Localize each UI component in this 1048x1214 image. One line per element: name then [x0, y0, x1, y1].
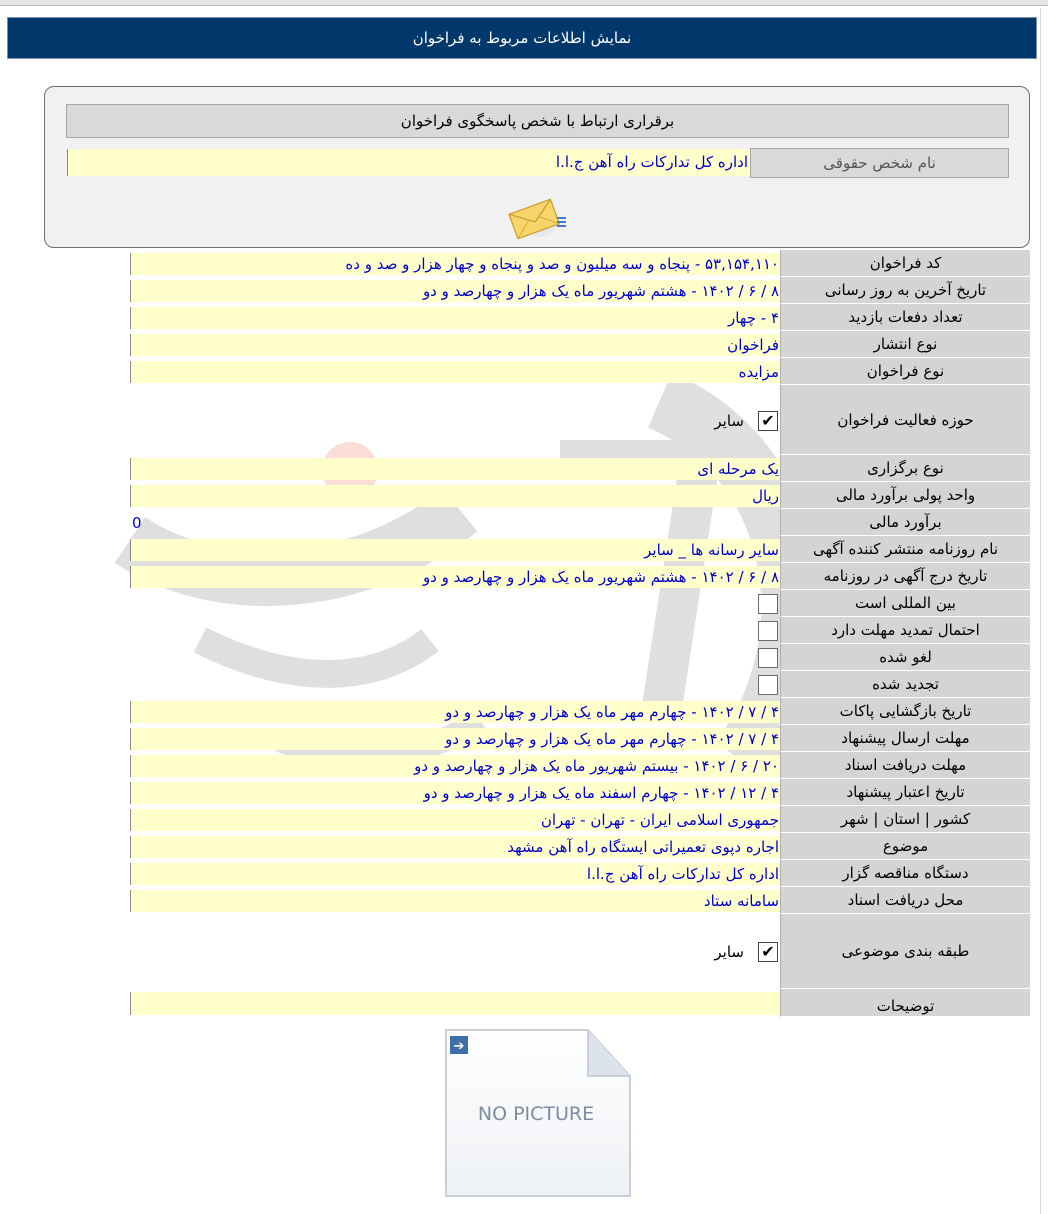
estimate-label: برآورد مالی: [780, 509, 1030, 536]
window-top-edge: [0, 0, 1048, 6]
description-label: توضیحات: [780, 989, 1030, 1017]
submit-deadline-label: مهلت ارسال پیشنهاد: [780, 725, 1030, 752]
row-cancelled: [130, 644, 1030, 671]
row-code: [130, 250, 1030, 277]
last-update-label: تاریخ آخرین به روز رسانی: [780, 277, 1030, 304]
renewed-checkbox[interactable]: [758, 675, 778, 695]
row-newspaper: [130, 536, 1030, 563]
international-label: بین المللی است: [780, 590, 1030, 617]
row-call-type: [130, 358, 1030, 385]
row-description: [130, 989, 1030, 1017]
opening-date-label: تاریخ بازگشایی پاکات: [780, 698, 1030, 725]
row-doc-place: [130, 887, 1030, 914]
newspaper-value: سایر رسانه ها _ سایر: [130, 539, 780, 561]
row-validity-date: [130, 779, 1030, 806]
row-holding-type: [130, 455, 1030, 482]
validity-date-value: ۴ / ۱۲ / ۱۴۰۲ - چهارم اسفند ماه یک هزار و چهارصد و دو: [130, 782, 780, 804]
doc-deadline-label: مهلت دریافت اسناد: [780, 752, 1030, 779]
location-value: جمهوری اسلامی ایران - تهران - تهران: [130, 809, 780, 831]
code-value: ۵۳,۱۵۴,۱۱۰ - پنجاه و سه میلیون و صد و پنجاه و چهار هزار و صد و ده: [130, 253, 780, 275]
doc-place-value: سامانه ستاد: [130, 890, 780, 912]
contact-person-label: [750, 148, 1009, 178]
row-international: [130, 590, 1030, 617]
row-last-update: [130, 277, 1030, 304]
newspaper-label: نام روزنامه منتشر کننده آگهی: [780, 536, 1030, 563]
international-checkbox[interactable]: [758, 594, 778, 614]
row-estimate: [130, 509, 1030, 536]
description-value: [130, 992, 780, 1015]
row-location: [130, 806, 1030, 833]
holding-type-value: یک مرحله ای: [130, 458, 780, 480]
no-picture-text: NO PICTURE: [477, 1103, 595, 1125]
currency-value: ریال: [130, 485, 780, 507]
contact-heading-text: برقراری ارتباط با شخص پاسخگوی فراخوان: [400, 112, 675, 130]
row-activity-area: [130, 385, 1030, 455]
code-label: کد فراخوان: [780, 250, 1030, 277]
row-category: [130, 914, 1030, 989]
row-organizer: [130, 860, 1030, 887]
extension-label: احتمال تمدید مهلت دارد: [780, 617, 1030, 644]
renewed-label: تجدید شده: [780, 671, 1030, 698]
activity-area-label: حوزه فعالیت فراخوان: [780, 385, 1030, 455]
cancelled-checkbox[interactable]: [758, 648, 778, 668]
location-label: کشور | استان | شهر: [780, 806, 1030, 833]
estimate-value: 0: [132, 514, 142, 532]
row-publish-type: [130, 331, 1030, 358]
call-type-label: نوع فراخوان: [780, 358, 1030, 385]
cancelled-label: لغو شده: [780, 644, 1030, 671]
row-subject: [130, 833, 1030, 860]
row-ad-date: [130, 563, 1030, 590]
currency-label: واحد پولی برآورد مالی: [780, 482, 1030, 509]
extension-checkbox[interactable]: [758, 621, 778, 641]
activity-area-option[interactable]: [714, 411, 778, 431]
holding-type-label: نوع برگزاری: [780, 455, 1030, 482]
contact-person-label-text: نام شخص حقوقی: [823, 154, 936, 172]
contact-panel: [44, 86, 1030, 248]
opening-date-value: ۴ / ۷ / ۱۴۰۲ - چهارم مهر ماه یک هزار و چهارصد و دو: [130, 701, 780, 723]
category-option[interactable]: [714, 942, 778, 962]
doc-place-label: محل دریافت اسناد: [780, 887, 1030, 914]
row-currency: [130, 482, 1030, 509]
activity-area-option-label: سایر: [714, 412, 744, 430]
organizer-label: دستگاه مناقصه گزار: [780, 860, 1030, 887]
category-checkbox[interactable]: ✔: [758, 942, 778, 962]
call-type-value: مزایده: [130, 361, 780, 383]
row-visits: [130, 304, 1030, 331]
ad-date-label: تاریخ درج آگهی در روزنامه: [780, 563, 1030, 590]
row-extension: [130, 617, 1030, 644]
row-submit-deadline: [130, 725, 1030, 752]
submit-deadline-value: ۴ / ۷ / ۱۴۰۲ - چهارم مهر ماه یک هزار و چهارصد و دو: [130, 728, 780, 750]
publish-type-value: فراخوان: [130, 334, 780, 356]
visits-value: ۴ - چهار: [130, 307, 780, 329]
organizer-value: اداره کل تدارکات راه آهن ج.ا.ا: [130, 863, 780, 885]
category-option-label: سایر: [714, 943, 744, 961]
page-title-bar: [7, 17, 1037, 59]
no-picture-image[interactable]: [442, 1028, 634, 1200]
activity-area-checkbox[interactable]: ✔: [758, 411, 778, 431]
last-update-value: ۸ / ۶ / ۱۴۰۲ - هشتم شهریور ماه یک هزار و چهارصد و دو: [130, 280, 780, 302]
category-label: طبقه بندی موضوعی: [780, 914, 1030, 989]
row-doc-deadline: [130, 752, 1030, 779]
svg-text:➔: ➔: [453, 1039, 465, 1054]
doc-deadline-value: ۲۰ / ۶ / ۱۴۰۲ - بیستم شهریور ماه یک هزار و چهارصد و دو: [130, 755, 780, 777]
envelope-icon[interactable]: [507, 193, 571, 243]
row-opening-date: [130, 698, 1030, 725]
validity-date-label: تاریخ اعتبار پیشنهاد: [780, 779, 1030, 806]
page-title: نمایش اطلاعات مربوط به فراخوان: [412, 29, 632, 47]
ad-date-value: ۸ / ۶ / ۱۴۰۲ - هشتم شهریور ماه یک هزار و چهارصد و دو: [130, 566, 780, 588]
page-right-edge: [1040, 8, 1041, 1214]
visits-label: تعداد دفعات بازدید: [780, 304, 1030, 331]
publish-type-label: نوع انتشار: [780, 331, 1030, 358]
row-renewed: [130, 671, 1030, 698]
contact-person-value: اداره کل تدارکات راه آهن ج.ا.ا: [67, 149, 750, 176]
subject-label: موضوع: [780, 833, 1030, 860]
contact-heading: [66, 104, 1009, 138]
subject-value: اجاره دپوی تعمیراتی ایستگاه راه آهن مشهد: [130, 836, 780, 858]
